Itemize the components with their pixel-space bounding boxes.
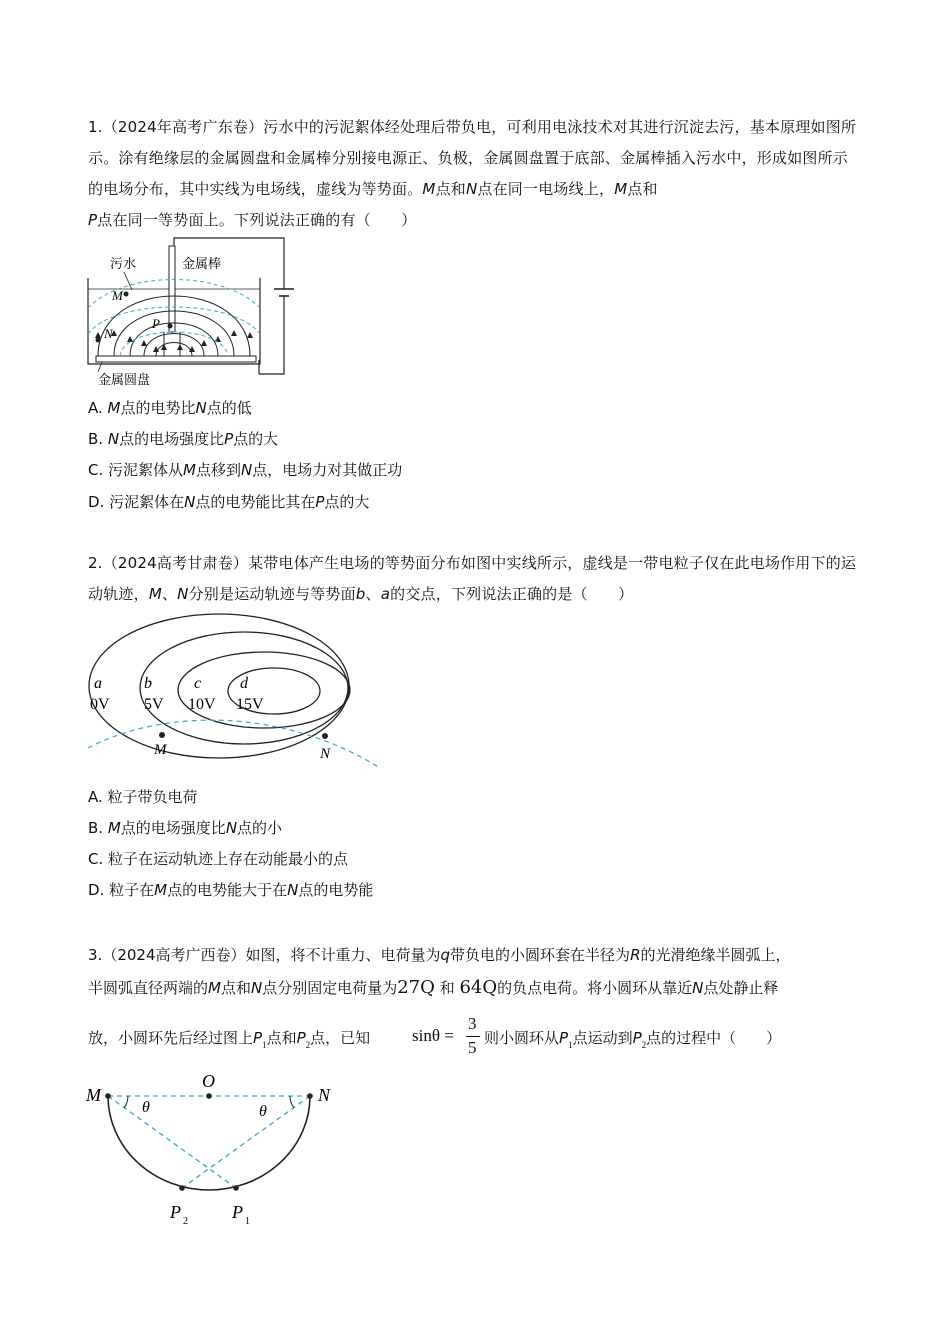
q1-option-d[interactable]: D. 污泥絮体在N点的电势能比其在P点的大 <box>88 493 370 511</box>
q2-fig-label-d: d <box>240 675 248 692</box>
q1-option-b[interactable]: B. N点的电场强度比P点的大 <box>88 430 279 448</box>
q3-fig-label-n: N <box>318 1085 331 1105</box>
q1-fig-label-m: M <box>112 288 123 303</box>
q2-option-d[interactable]: D. 粒子在M点的电势能大于在N点的电势能 <box>88 881 374 899</box>
q1-stem: 1.（2024年高考广东卷）污水中的污泥絮体经处理后带负电，可利用电泳技术对其进行沉淀去污，基本原理如图所示。涂有绝缘层的金属圆盘和金属棒分别接电源正、负极，金属圆盘置于底部、金属棒插入污水中，形成如图所示的电场分布，其中实线为电场线，虚线为等势面。M点和N点在同一电场线上，M点和 P点在同一等势面上。下列说法正确的有（ ） <box>88 118 857 229</box>
q3-fig-theta-right: θ <box>259 1103 267 1120</box>
q2-fig-label-a: a <box>94 675 102 692</box>
q2-figure <box>84 608 384 770</box>
q1-option-a[interactable]: A. M点的电势比N点的低 <box>88 399 252 417</box>
q3-stem-line3: 放，小圆环先后经过图上$P_1$点和$P_2$点，已知 <box>88 1029 371 1050</box>
document-page: 1.（2024年高考广东卷）污水中的污泥絮体经处理后带负电，可利用电泳技术对其进行沉淀去污，基本原理如图所示。涂有绝缘层的金属圆盘和金属棒分别接电源正、负极，金属圆盘置于底部、金属棒插入污水中，形成如图所示的电场分布，其中实线为电场线，虚线为等势面。M点和N点在同一电场线上，M点和 P点在同一等势面上。下列说法正确的有（ ） M N P 污水 金属棒 金属圆盘 A. M点的电势比N点的低 B. N点的电场强度比P点的大 C. 污泥絮体从M点移到N点，电场力对其做正功 D. 污泥絮体在N点的电势能比其在P点的大 2.（2024高考甘肃卷）某带电体产生电场的等势面分布如图中实线所示，虚线是一带电粒子仅在此电场作用下的运动轨迹，M、N分别是运动轨迹与等势面b、a的交点，下列说法正确的是（ ） M N a 0V b 5V c 10V d 15V A. 粒子带负电荷 B. M点的电场强度比N点的小 C. 粒子在运动轨迹上存在动能最小的点 D. 粒子在M点的电势能大于在N点的电势能 3.（2024高考广西卷）如图，将不计重力、电荷量为q带负电的小圆环套在半径为R的光滑绝缘半圆弧上， 半圆弧直径两端的M点和N点分别固定电荷量为27Q 和 64Q的负点电荷。将小圆环从靠近N点处静止释 放，小圆环先后经过图上$P_1$点和$P_2$点，已知 sinθ = 3 5 则小圆环从$P_1$点运动到$P_2$点的过程中（ ） M N O θ θ P 2 P 1 <box>0 0 950 1344</box>
q2-fig-value-c: 10V <box>188 696 216 713</box>
q2-stem: 2.（2024高考甘肃卷）某带电体产生电场的等势面分布如图中实线所示，虚线是一带电粒子仅在此电场作用下的运动轨迹，M、N分别是运动轨迹与等势面b、a的交点，下列说法正确的是（ ） <box>88 554 857 603</box>
q3-fig-label-o: O <box>202 1071 215 1091</box>
q1-fig-label-p: P <box>152 316 160 331</box>
q2-option-a[interactable]: A. 粒子带负电荷 <box>88 788 198 806</box>
q3-stem-line2: 半圆弧直径两端的M点和N点分别固定电荷量为27Q 和 64Q的负点电荷。将小圆环从靠近N点处静止释 <box>88 977 779 998</box>
q3-fig-label-m: M <box>86 1085 101 1105</box>
q2-fig-label-m: M <box>154 742 167 758</box>
charge-27q: 27Q <box>397 977 435 998</box>
q3-fig-label-p2: P <box>170 1202 181 1222</box>
q2-option-b[interactable]: B. M点的电场强度比N点的小 <box>88 819 283 837</box>
q2-fig-label-b: b <box>144 675 152 692</box>
q2-fig-label-n: N <box>320 746 331 762</box>
q1-fig-label-rod: 金属棒 <box>182 257 222 272</box>
q3-figure <box>84 1070 354 1230</box>
q1-fig-label-n: N <box>104 326 113 341</box>
q2-fig-value-a: 0V <box>90 696 110 713</box>
q3-fig-label-p1: P <box>232 1202 243 1222</box>
q1-fig-label-disk: 金属圆盘 <box>98 373 151 386</box>
q2-fig-value-d: 15V <box>236 696 264 713</box>
charge-64q: 64Q <box>459 977 498 998</box>
q1-fig-label-sewage: 污水 <box>110 257 137 272</box>
q2-fig-label-c: c <box>194 675 202 692</box>
q1-figure <box>84 234 304 386</box>
q2-fig-value-b: 5V <box>144 696 164 713</box>
q3-fig-sub-2: 2 <box>183 1216 188 1227</box>
q3-stem-line3b: 则小圆环从$P_1$点运动到$P_2$点的过程中（ ） <box>484 1029 782 1050</box>
q2-option-c[interactable]: C. 粒子在运动轨迹上存在动能最小的点 <box>88 850 349 868</box>
q3-stem-line1: 3.（2024高考广西卷）如图，将不计重力、电荷量为q带负电的小圆环套在半径为R的光滑绝缘半圆弧上， <box>88 946 791 964</box>
q3-fig-theta-left: θ <box>142 1099 150 1116</box>
q1-option-c[interactable]: C. 污泥絮体从M点移到N点，电场力对其做正功 <box>88 461 403 479</box>
q3-fig-sub-1: 1 <box>245 1216 250 1227</box>
